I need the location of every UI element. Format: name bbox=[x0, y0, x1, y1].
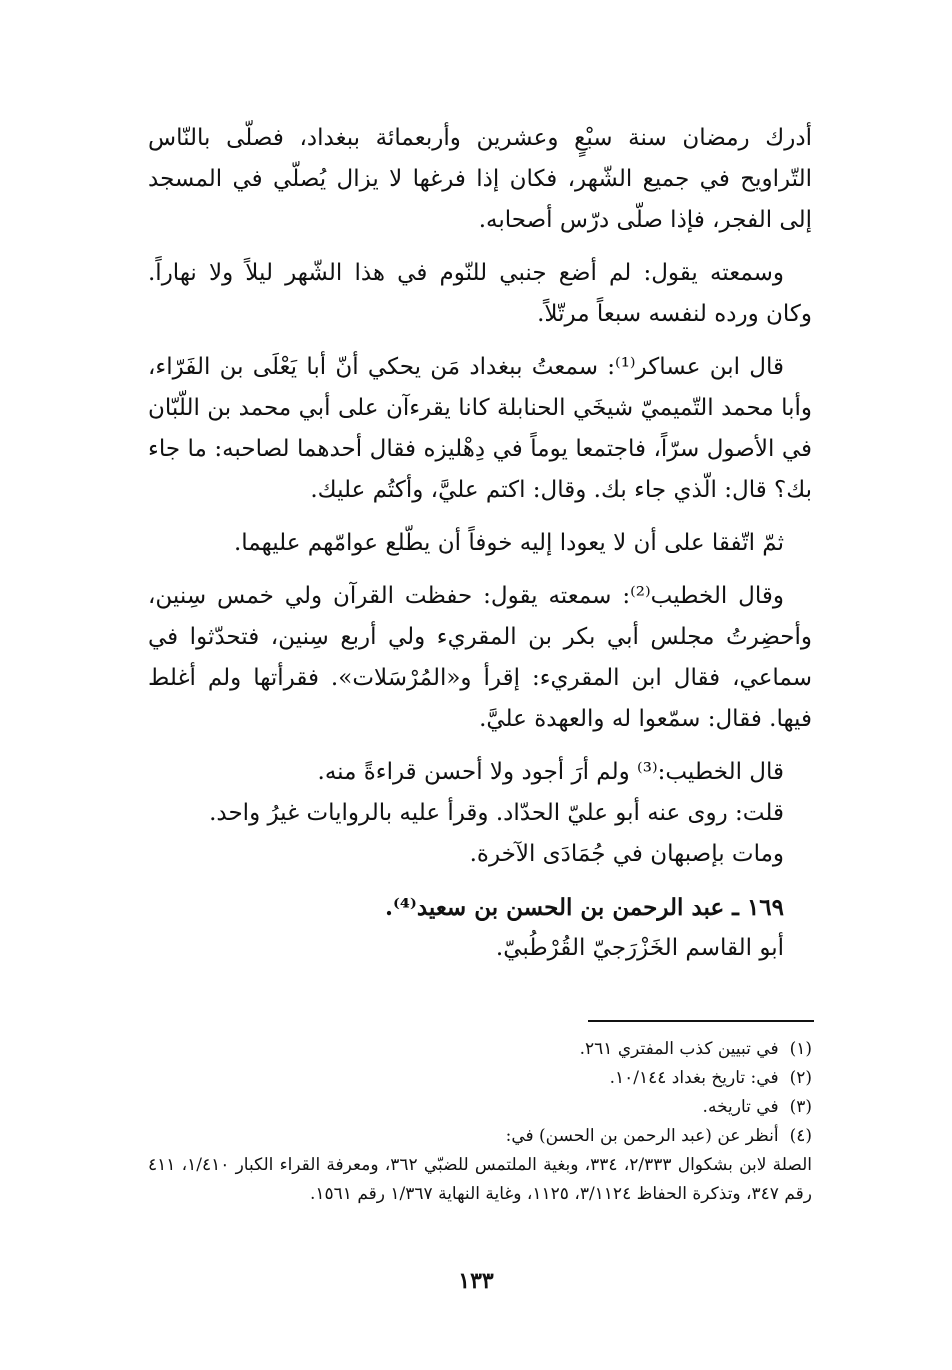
footnote-text: في: تاريخ بغداد ١٠/١٤٤. bbox=[609, 1068, 779, 1088]
biography-entry bbox=[148, 887, 812, 969]
quote-block bbox=[148, 752, 812, 875]
quote-line: قال الخطيب:⁽³⁾ ولم أرَ أجود ولا أحسن قراءةً منه. bbox=[317, 759, 784, 785]
quote-line: ومات بإصبهان في جُمَادَى الآخرة. bbox=[469, 841, 784, 867]
page-number: ١٣٣ bbox=[458, 1268, 494, 1294]
paragraph: ثمّ اتّفقا على أن لا يعودا إليه خوفاً أن يطّلع عوامّهم عليهما. bbox=[233, 530, 784, 556]
footnote-divider bbox=[588, 1020, 814, 1022]
paragraph: أدرك رمضان سنة سبْعٍ وعشرين وأربعمائة ببغداد، فصلّى بالنّاس التّراويح في جميع الشّهر، فكان إذا فرغها لا يزال يُصلّي في المسجد إلى الفجر، فإذا صلّى درّس أصحابه. bbox=[148, 125, 812, 233]
footnote-continuation: الصلة لابن بشكوال ٢/٣٣٣، ٣٣٤، وبغية الملتمس للضبّي ٣٦٢، ومعرفة القراء الكبار ١/٤١٠، ٤١١ رقم ٣٤٧، وتذكرة الحفاظ ٣/١١٢٤، ١١٢٥، وغاية النهاية ١/٣٦٧ رقم ١٥٦١. bbox=[148, 1155, 813, 1204]
footnote-item bbox=[148, 1064, 812, 1093]
footnote-item bbox=[148, 1122, 812, 1151]
footnote-item bbox=[148, 1093, 812, 1122]
footnote-item bbox=[148, 1035, 812, 1064]
entry-title: ١٦٩ ـ عبد الرحمن بن الحسن بن سعيد⁽⁴⁾. bbox=[385, 894, 784, 921]
footnote-number: (٢) bbox=[789, 1068, 812, 1088]
quote-line: قلت: روى عنه أبو عليّ الحدّاد. وقرأ عليه بالروايات غيرُ واحد. bbox=[209, 800, 784, 826]
footnote-number: (٤) bbox=[789, 1126, 812, 1146]
paragraph: وسمعته يقول: لم أضع جنبي للنّوم في هذا الشّهر ليلاً ولا نهاراً. وكان ورده لنفسه سبعاً مرتّلاً. bbox=[148, 260, 812, 327]
paragraph: وقال الخطيب⁽²⁾: سمعته يقول: حفظت القرآن ولي خمس سِنين، وأحضِرتُ مجلس أبي بكر بن المقريء ولي أربع سِنين، فتحدّثوا في سماعي، فقال ابن المقريء: إقرأ و«المُرْسَلات». فقرأتها ولم أغلط فيها. فقال: سمّعوا له والعهدة عليَّ. bbox=[148, 583, 812, 732]
entry-subtitle: أبو القاسم الخَزْرَجيّ القُرْطُبيّ. bbox=[495, 935, 784, 961]
footnote-number: (٣) bbox=[789, 1097, 812, 1117]
footnote-text: في تاريخه. bbox=[702, 1097, 779, 1117]
footnote-text: أنظر عن (عبد الرحمن بن الحسن) في: bbox=[505, 1126, 779, 1146]
footnote-text: في تبيين كذب المفتري ٢٦١. bbox=[579, 1039, 779, 1059]
footnotes bbox=[148, 1035, 812, 1209]
footnote-number: (١) bbox=[789, 1039, 812, 1059]
paragraph: قال ابن عساكر⁽¹⁾: سمعتُ ببغداد مَن يحكي أنّ أبا يَعْلَى بن الفَرّاء، وأبا محمد التّميميّ شيخَي الحنابلة كانا يقرءآن على أبي محمد بن اللّبّان في الأصول سرّاً، فاجتمعا يوماً في دِهْليزه فقال أحدهما لصاحبه: ما جاء بك؟ قال: الّذي جاء بك. وقال: اكتم عليَّ، وأكتُم عليك. bbox=[148, 354, 812, 503]
main-text bbox=[148, 118, 812, 969]
